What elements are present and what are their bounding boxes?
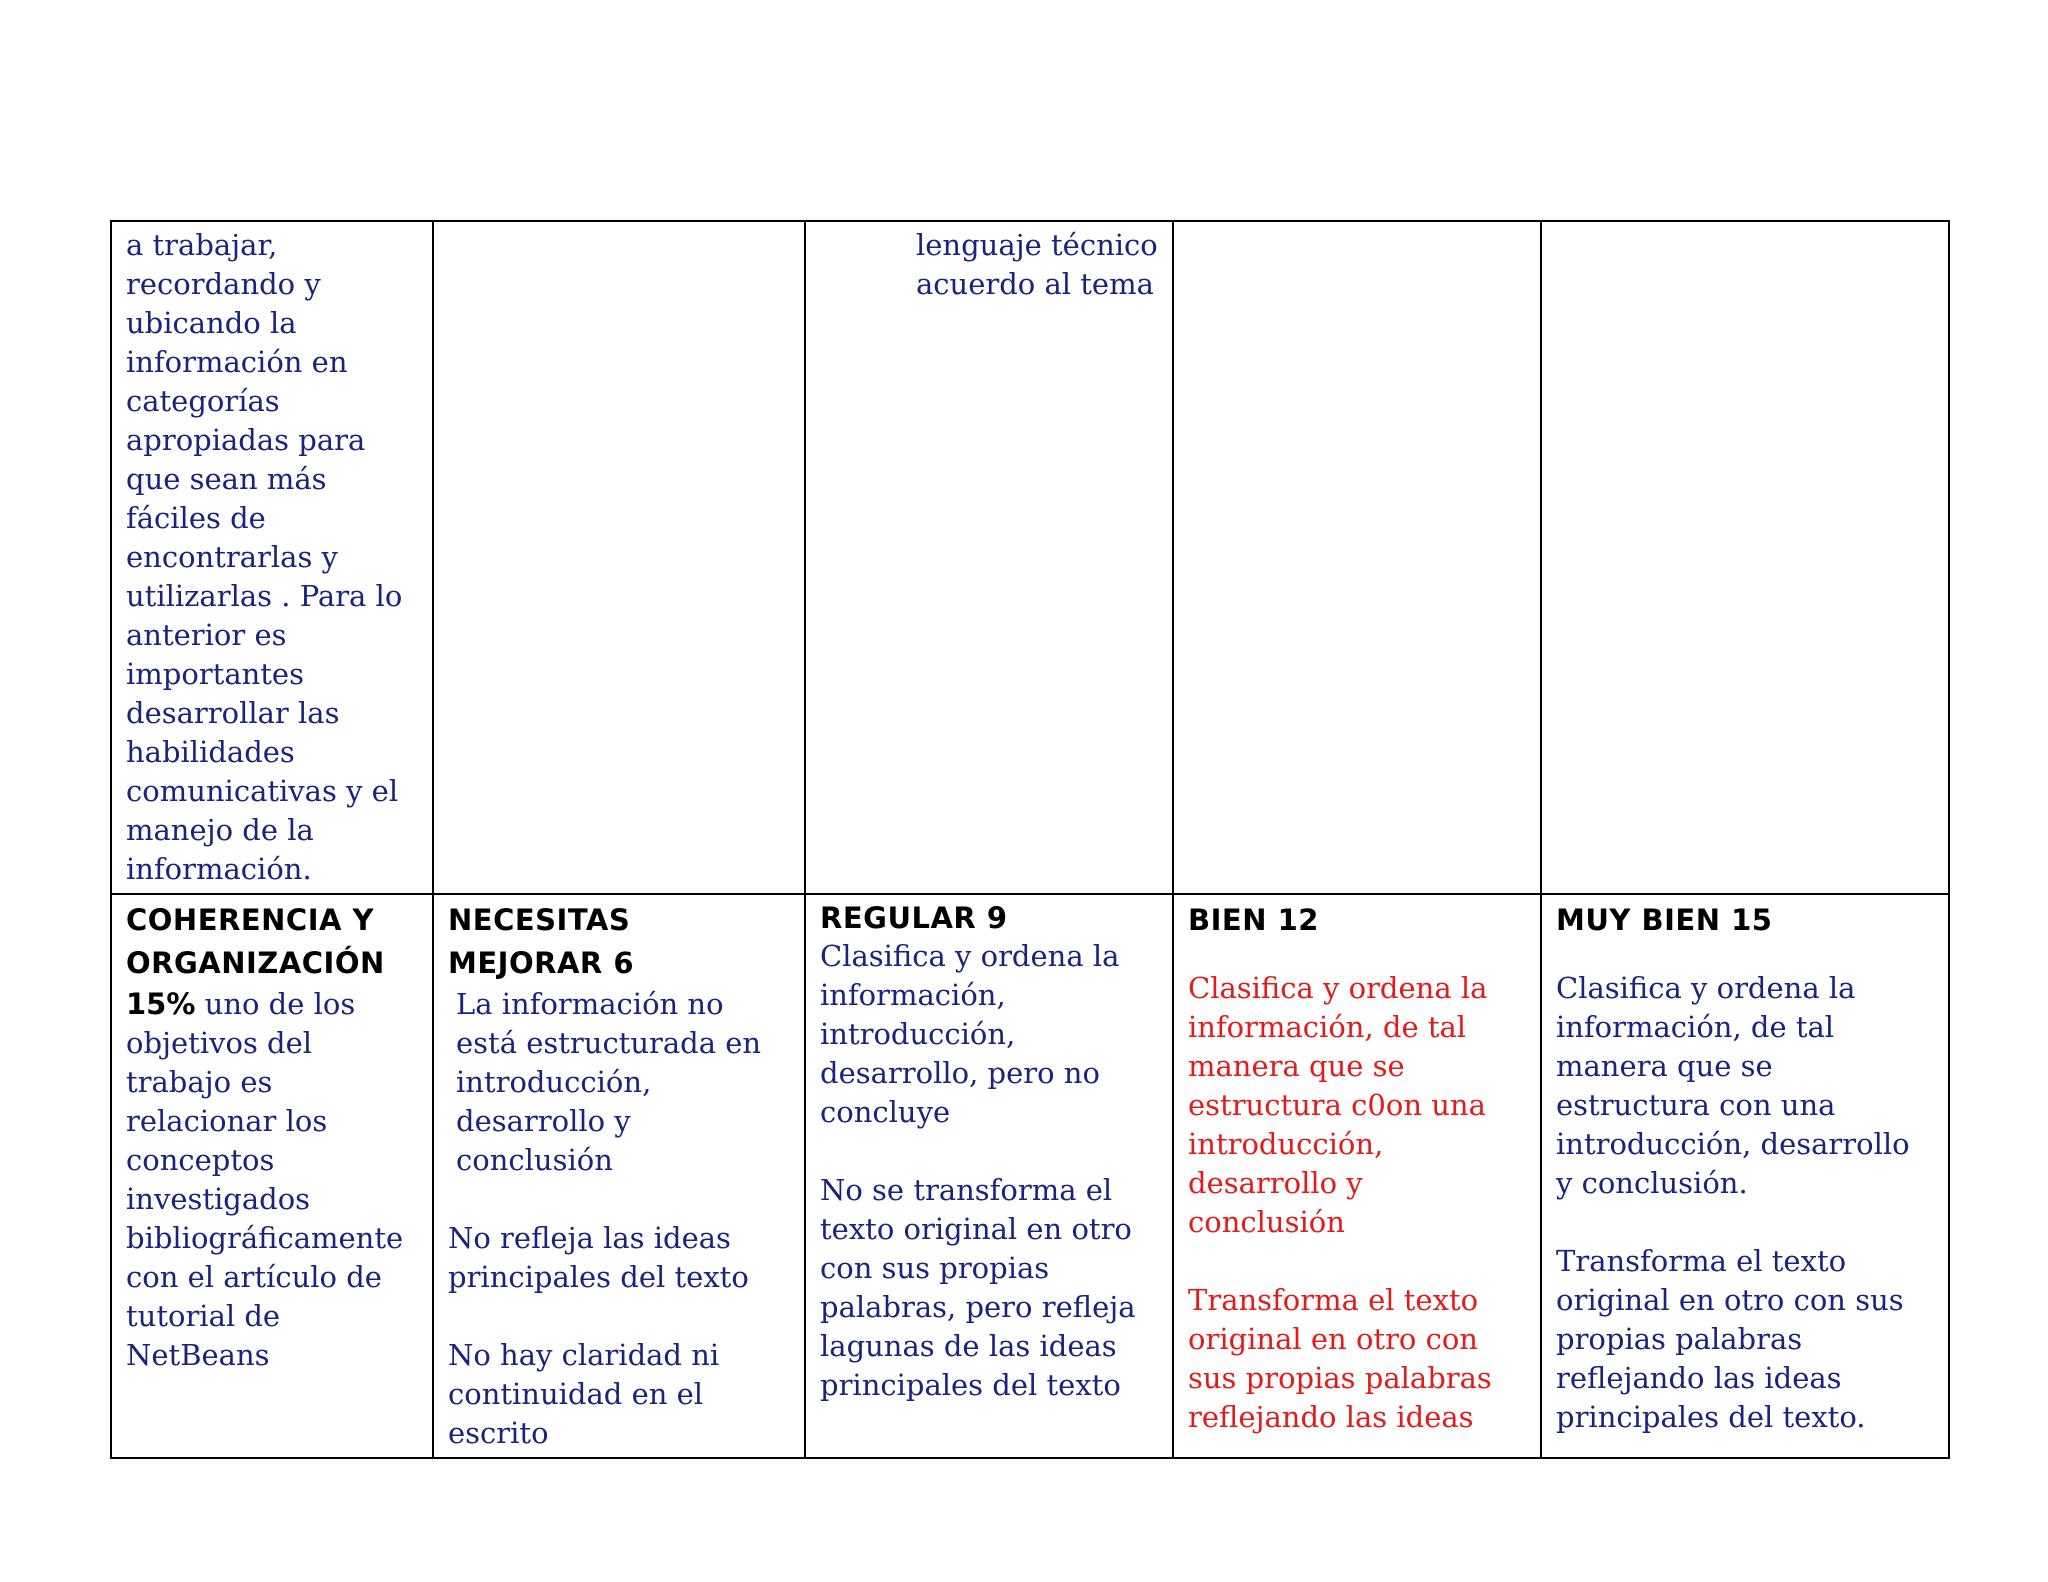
- level3-title: BIEN 12: [1188, 903, 1319, 937]
- level1-paragraph-3: No hay claridad ni continuidad en el escrito: [448, 1338, 720, 1450]
- criterion-percent: 15%: [126, 987, 196, 1021]
- level4-title: MUY BIEN 15: [1556, 903, 1773, 937]
- cell-level4-continuation: [1541, 221, 1949, 894]
- criterion-description: uno de los objetivos del trabajo es relacionar los conceptos investigados bibliográficamente con el artículo de tutorial de NetBeans: [126, 987, 404, 1372]
- cell-level3-continuation: [1173, 221, 1541, 894]
- level4-paragraph-1: Clasifica y ordena la información, de tal manera que se estructura con una introducción, desarrollo y conclusión.: [1556, 971, 1910, 1200]
- table-row-continuation: [111, 221, 1949, 894]
- level2-continuation-text: lenguaje técnico acuerdo al tema: [916, 228, 1158, 301]
- cell-level-muy-bien: [1541, 894, 1949, 1458]
- cell-level2-continuation: [805, 221, 1173, 894]
- cell-level-regular: [805, 894, 1173, 1458]
- table-row-coherencia: [111, 894, 1949, 1458]
- level1-title: NECESITAS MEJORAR 6: [448, 903, 634, 980]
- level2-paragraph-1: Clasifica y ordena la información, introducción, desarrollo, pero no concluye: [820, 939, 1120, 1129]
- level4-paragraph-2: Transforma el texto original en otro con sus propias palabras reflejando las ideas principales del texto.: [1556, 1244, 1904, 1434]
- level3-paragraph-1: Clasifica y ordena la información, de tal manera que se estructura c0on una introducción, desarrollo y conclusión: [1188, 971, 1488, 1239]
- cell-level-necesitas-mejorar: [433, 894, 805, 1458]
- cell-level1-continuation: [433, 221, 805, 894]
- criterion-continuation-text: a trabajar, recordando y ubicando la información en categorías apropiadas para que sean más fáciles de encontrarlas y utilizarlas . Para lo anterior es importantes desarrollar las habilidades comunicativas y el manejo de la información.: [126, 228, 403, 886]
- cell-criterion-continuation: [111, 221, 433, 894]
- level2-title: REGULAR 9: [820, 901, 1008, 935]
- level2-paragraph-2: No se transforma el texto original en otro con sus propias palabras, pero refleja lagunas de las ideas principales del texto: [820, 1173, 1136, 1402]
- cell-criterion: [111, 894, 433, 1458]
- level3-paragraph-2: Transforma el texto original en otro con sus propias palabras reflejando las ideas: [1188, 1283, 1492, 1434]
- level1-paragraph-1: La información no está estructurada en introducción, desarrollo y conclusión: [456, 987, 762, 1177]
- criterion-body: [126, 985, 418, 1375]
- level1-paragraph-2: No refleja las ideas principales del texto: [448, 1221, 749, 1294]
- cell-level-bien: [1173, 894, 1541, 1458]
- rubric-table: [110, 220, 1950, 1459]
- criterion-title: COHERENCIA Y ORGANIZACIÓN: [126, 903, 385, 980]
